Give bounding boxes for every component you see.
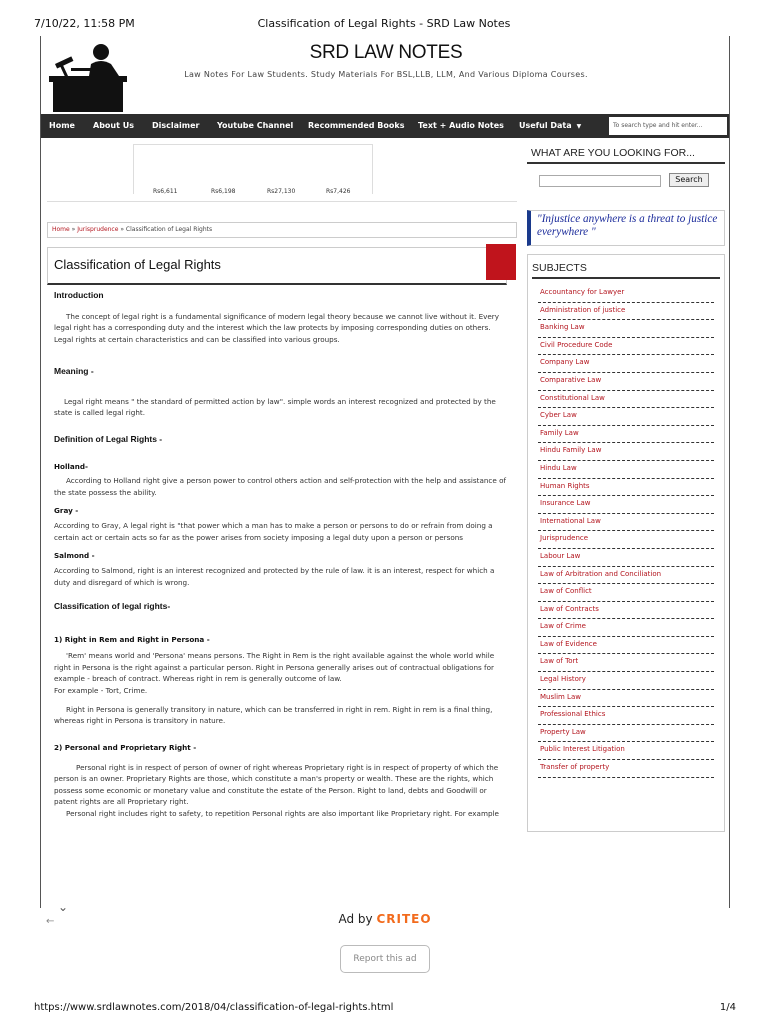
subject-link[interactable]: Hindu Family Law: [538, 443, 714, 461]
subject-link[interactable]: Labour Law: [538, 549, 714, 567]
arrow-left-icon[interactable]: ←: [46, 916, 55, 927]
sub-heading: 1) Right in Rem and Right in Persona -: [54, 635, 210, 645]
sub-heading: Gray -: [54, 505, 79, 515]
site-header: [41, 36, 729, 114]
site-tagline: Law Notes For Law Students. Study Materials For BSL,LLB, LLM, And Various Diploma Courses.: [184, 70, 588, 79]
subject-link[interactable]: Public Interest Litigation: [538, 742, 714, 760]
subject-link[interactable]: Transfer of property: [538, 760, 714, 778]
ad-price[interactable]: Rs7,426: [326, 188, 351, 195]
print-datetime: 7/10/22, 11:58 PM: [34, 17, 135, 30]
nav-useful-data[interactable]: [519, 114, 581, 138]
main-nav: [41, 114, 730, 138]
subject-link[interactable]: Administration of justice: [538, 303, 714, 321]
search-widget: [527, 144, 725, 200]
sidebar: [527, 144, 725, 996]
subject-link[interactable]: Legal History: [538, 672, 714, 690]
paragraph: Legal right means " the standard of permitted action by law". simple words an interest recognized and protected by the state is called legal right.: [54, 396, 496, 418]
main-column: [47, 144, 517, 996]
nav-text-audio-notes[interactable]: Text + Audio Notes: [418, 121, 504, 130]
subject-link[interactable]: Insurance Law: [538, 496, 714, 514]
post-title-box: [47, 247, 507, 285]
nav-useful-data-label: Useful Data: [519, 121, 572, 130]
search-button[interactable]: Search: [669, 173, 709, 187]
post-title: Classification of Legal Rights: [54, 257, 221, 272]
paragraph: 'Rem' means world and 'Persona' means persons. The Right in Rem is the right available against the whole world while right in Persona is the right against a particular person. Right in Persona generally arises out of contractual obligations for example - breach of contract. Whereas right in rem is generally outcome of law.: [54, 650, 495, 684]
nav-search-input[interactable]: To search type and hit enter...: [609, 117, 727, 135]
paragraph: According to Holland right give a person power to control others action and self-protection with the help and assistance of the state possess the ability.: [54, 476, 507, 497]
subject-link[interactable]: Law of Conflict: [538, 584, 714, 602]
paragraph: The concept of legal right is a fundamental significance of modern legal theory because we cannot live without it. Every legal right has a corresponding duty and the interest which the law protects by imposing corresponding duties on others. Legal rights at certain characteristics and can be classified into various groups.: [54, 311, 499, 345]
subject-link[interactable]: Comparative Law: [538, 373, 714, 391]
nav-recommended-books[interactable]: Recommended Books: [308, 121, 405, 130]
breadcrumb: [47, 222, 517, 238]
breadcrumb-separator: »: [118, 226, 126, 233]
subjects-widget: [527, 254, 725, 832]
subject-link[interactable]: Law of Crime: [538, 619, 714, 637]
subjects-list: [528, 285, 724, 778]
subject-link[interactable]: Professional Ethics: [538, 707, 714, 725]
subject-link[interactable]: Law of Arbitration and Conciliation: [538, 567, 714, 585]
section-heading: Meaning -: [54, 365, 94, 376]
chevron-down-icon[interactable]: ⌄: [57, 900, 69, 914]
breadcrumb-current: Classification of Legal Rights: [125, 226, 213, 233]
section-heading: Definition of Legal Rights -: [54, 433, 163, 444]
subject-link[interactable]: Accountancy for Lawyer: [538, 285, 714, 303]
paragraph: Right in Persona is generally transitory in nature, which can be transferred in right in rem. Right in rem is a final thing, whereas right in Persona is transitory in nature.: [54, 704, 493, 726]
subject-link[interactable]: Property Law: [538, 725, 714, 743]
subject-link[interactable]: Jurisprudence: [538, 531, 714, 549]
paragraph: For example - Tort, Crime.: [54, 685, 148, 695]
ad-by-label: [40, 912, 730, 926]
paragraph: According to Gray, A legal right is "that power which a man has to make a person or persons to do or refrain from doing a certain act or certain acts so far as the power arises from society imposing a legal duty upon a person or persons: [54, 521, 493, 542]
nav-disclaimer[interactable]: Disclaimer: [152, 121, 200, 130]
post-body: [54, 284, 510, 820]
ad-by-text: Ad by: [338, 912, 373, 926]
subject-link[interactable]: Family Law: [538, 426, 714, 444]
subject-link[interactable]: Civil Procedure Code: [538, 338, 714, 356]
search-widget-title: WHAT ARE YOU LOOKING FOR...: [527, 144, 725, 164]
site-title[interactable]: SRD LAW NOTES: [309, 42, 463, 63]
paragraph: Personal right is in respect of person of owner of right whereas Proprietary right is in respect of property of which the person is an owner. Proprietary Rights are those, which constitute a man's property or wealth. These are the rights, which possess some economic or monetary value and constitute the estate of the Person. Right to land, debts and Goodwill or patent rights are all Proprietary right.: [54, 762, 499, 807]
print-page-number: 1/4: [719, 1002, 736, 1013]
sub-heading: Salmond -: [54, 550, 95, 560]
web-page: [40, 36, 730, 996]
subject-link[interactable]: Muslim Law: [538, 690, 714, 708]
subject-link[interactable]: Hindu Law: [538, 461, 714, 479]
report-ad-button[interactable]: Report this ad: [340, 945, 430, 973]
quote-text: "Injustice anywhere is a threat to justice everywhere ": [537, 213, 718, 239]
subject-link[interactable]: Constitutional Law: [538, 391, 714, 409]
print-url: https://www.srdlawnotes.com/2018/04/classification-of-legal-rights.html: [34, 1002, 394, 1013]
product-ad-strip: [47, 144, 517, 202]
ad-overlay: [40, 900, 730, 996]
paragraph: According to Salmond, right is an interest recognized and protected by the rule of law. it is an interest, respect for which a duty and disregard of which is wrong.: [54, 566, 495, 587]
subject-link[interactable]: International Law: [538, 514, 714, 532]
subjects-title: SUBJECTS: [532, 259, 720, 279]
breadcrumb-separator: »: [69, 226, 78, 233]
sub-heading: Holland-: [54, 461, 88, 471]
subject-link[interactable]: Company Law: [538, 355, 714, 373]
subject-link[interactable]: Cyber Law: [538, 408, 714, 426]
ad-price[interactable]: Rs6,611: [153, 188, 178, 195]
nav-home[interactable]: Home: [49, 121, 75, 130]
quote-widget: [527, 210, 725, 246]
section-heading: Introduction: [54, 290, 104, 300]
breadcrumb-home[interactable]: Home: [52, 226, 70, 233]
sub-heading: 2) Personal and Proprietary Right -: [54, 742, 197, 752]
breadcrumb-category[interactable]: Jurisprudence: [77, 226, 119, 233]
search-row: [527, 164, 725, 200]
subject-link[interactable]: Human Rights: [538, 479, 714, 497]
ad-price[interactable]: Rs6,198: [211, 188, 236, 195]
subject-link[interactable]: Law of Tort: [538, 654, 714, 672]
paragraph: Personal right includes right to safety, to repetition Personal rights are also important like Proprietary right. For example: [66, 809, 499, 819]
ad-price[interactable]: Rs27,130: [267, 188, 296, 195]
nav-about-us[interactable]: About Us: [93, 121, 134, 130]
print-footer: [0, 996, 768, 1024]
subject-link[interactable]: Law of Evidence: [538, 637, 714, 655]
print-title: Classification of Legal Rights - SRD Law Notes: [257, 17, 511, 30]
subject-link[interactable]: Law of Contracts: [538, 602, 714, 620]
print-header: [0, 0, 768, 36]
product-ad-box[interactable]: [133, 144, 373, 194]
red-accent-block: [486, 244, 516, 280]
nav-youtube-channel[interactable]: Youtube Channel: [217, 121, 294, 130]
section-heading: Classification of legal rights-: [54, 601, 171, 612]
sidebar-search-input[interactable]: [539, 175, 661, 187]
caret-down-icon: ▼: [576, 123, 582, 130]
subject-link[interactable]: Banking Law: [538, 320, 714, 338]
criteo-logo[interactable]: CRITEO: [376, 912, 432, 926]
